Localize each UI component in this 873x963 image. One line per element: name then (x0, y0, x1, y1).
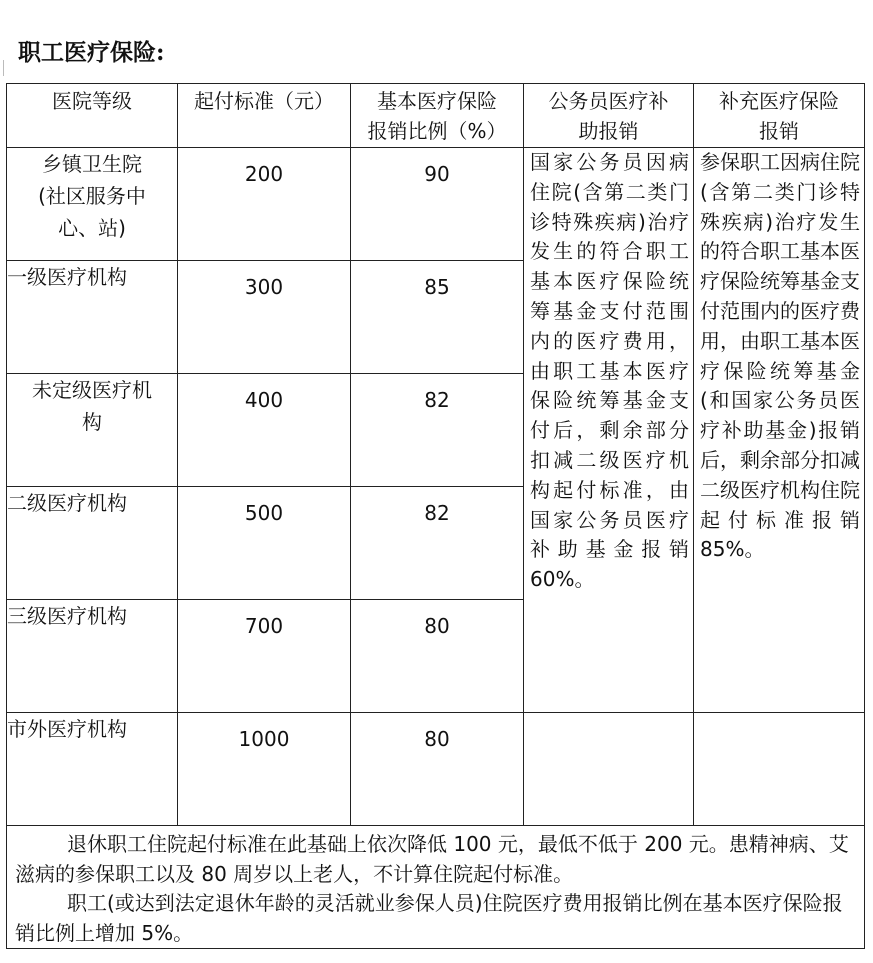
supplementary-text: 参保职工因病住院(含第二类门诊特殊疾病)治疗发生的符合职工基本医疗保险统筹基金支付范围内的医疗费用，由职工基本医疗保险统筹基金(和国家公务员医疗补助基金)报销后，剩余部分扣减二级医疗机构住院起付标准报销85%。 (694, 148, 865, 713)
margin-marker (0, 60, 4, 76)
table-row (7, 148, 865, 261)
deductible-cell: 500 (178, 487, 351, 600)
deductible-cell: 1000 (178, 713, 351, 826)
level-cell: 三级医疗机构 (7, 600, 178, 713)
ratio-cell: 90 (351, 148, 524, 261)
header-civil-servant: 公务员医疗补 助报销 (524, 84, 694, 148)
header-level: 医院等级 (7, 84, 178, 148)
note-paragraph-1: 退休职工住院起付标准在此基础上依次降低 100 元，最低不低于 200 元。患精神病、艾滋病的参保职工以及 80 周岁以上老人，不计算住院起付标准。 (15, 832, 849, 886)
deductible-cell: 700 (178, 600, 351, 713)
ratio-cell: 80 (351, 600, 524, 713)
notes-cell (7, 826, 865, 949)
empty-cell (524, 713, 694, 826)
level-cell: 市外医疗机构 (7, 713, 178, 826)
header-ratio: 基本医疗保险 报销比例（%） (351, 84, 524, 148)
empty-cell (694, 713, 865, 826)
header-supplementary: 补充医疗保险 报销 (694, 84, 865, 148)
civil-servant-text: 国家公务员因病住院(含第二类门诊特殊疾病)治疗发生的符合职工基本医疗保险统筹基金支付范围内的医疗费用，由职工基本医疗保险统筹基金支付后，剩余部分扣减二级医疗机构起付标准，由国家公务员医疗补助基金报销60%。 (524, 148, 694, 713)
level-cell: 一级医疗机构 (7, 261, 178, 374)
ratio-cell: 80 (351, 713, 524, 826)
header-deductible: 起付标准（元） (178, 84, 351, 148)
ratio-cell: 82 (351, 487, 524, 600)
level-cell: 二级医疗机构 (7, 487, 178, 600)
deductible-cell: 300 (178, 261, 351, 374)
level-cell: 乡镇卫生院 (社区服务中 心、站) (7, 148, 178, 261)
deductible-cell: 400 (178, 374, 351, 487)
insurance-table (6, 83, 865, 949)
ratio-cell: 82 (351, 374, 524, 487)
ratio-cell: 85 (351, 261, 524, 374)
notes-row (7, 826, 865, 949)
table-header-row (7, 84, 865, 148)
page-title: 职工医疗保险: (18, 39, 165, 66)
level-cell: 未定级医疗机 构 (7, 374, 178, 487)
table-row (7, 713, 865, 826)
deductible-cell: 200 (178, 148, 351, 261)
note-paragraph-2: 职工(或达到法定退休年龄的灵活就业参保人员)住院医疗费用报销比例在基本医疗保险报销比例上增加 5%。 (15, 891, 843, 945)
